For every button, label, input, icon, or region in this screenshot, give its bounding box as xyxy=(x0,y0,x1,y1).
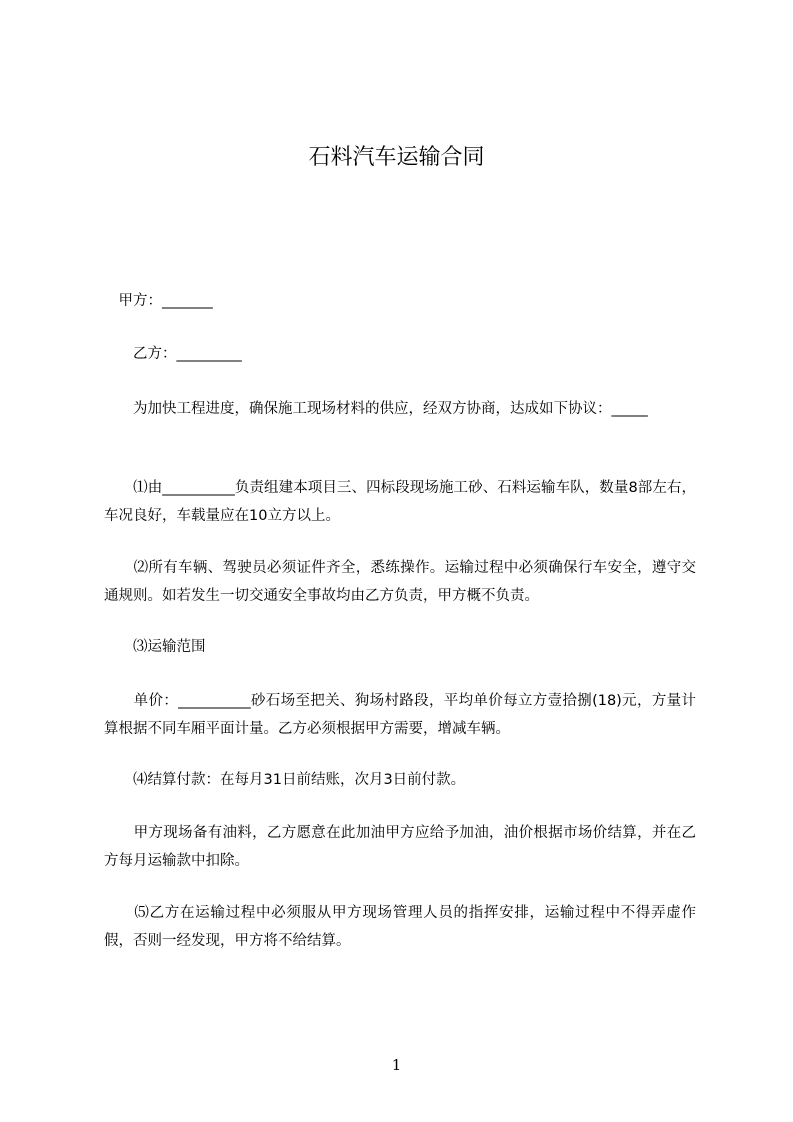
clause-1-paragraph: ⑴由__________负责组建本项目三、四标段现场施工砂、石料运输车队，数量8部左右，车况良好，车载量应在10立方以上。 xyxy=(104,480,696,524)
document-title: 石料汽车运输合同 xyxy=(308,145,485,170)
party-a-line: 甲方：_______ xyxy=(104,293,213,309)
clause-5-paragraph: ⑸乙方在运输过程中必须服从甲方现场管理人员的指挥安排，运输过程中不得弄虚作假，否则一经发现，甲方将不给结算。 xyxy=(104,905,696,949)
intro-paragraph: 为加快工程进度，确保施工现场材料的供应，经双方协商，达成如下协议：_____ xyxy=(104,401,648,417)
party-b-line: 乙方：_________ xyxy=(104,346,242,362)
clause-3-heading: ⑶运输范围 xyxy=(104,639,206,655)
clause-4-paragraph: ⑷结算付款：在每月31日前结账，次月3日前付款。 xyxy=(104,772,466,788)
fuel-paragraph: 甲方现场备有油料，乙方愿意在此加油甲方应给予加油，油价根据市场价结算，并在乙方每月运输款中扣除。 xyxy=(104,825,696,869)
clause-2-paragraph: ⑵所有车辆、驾驶员必须证件齐全，悉练操作。运输过程中必须确保行车安全，遵守交通规则。如若发生一切交通安全事故均由乙方负责，甲方概不负责。 xyxy=(104,560,696,604)
page-number: 1 xyxy=(391,1056,402,1074)
unit-price-paragraph: 单价：__________砂石场至把关、狗场村路段，平均单价每立方壹拾捌(18)元，方量计算根据不同车厢平面计量。乙方必须根据甲方需要，增减车辆。 xyxy=(104,693,696,737)
